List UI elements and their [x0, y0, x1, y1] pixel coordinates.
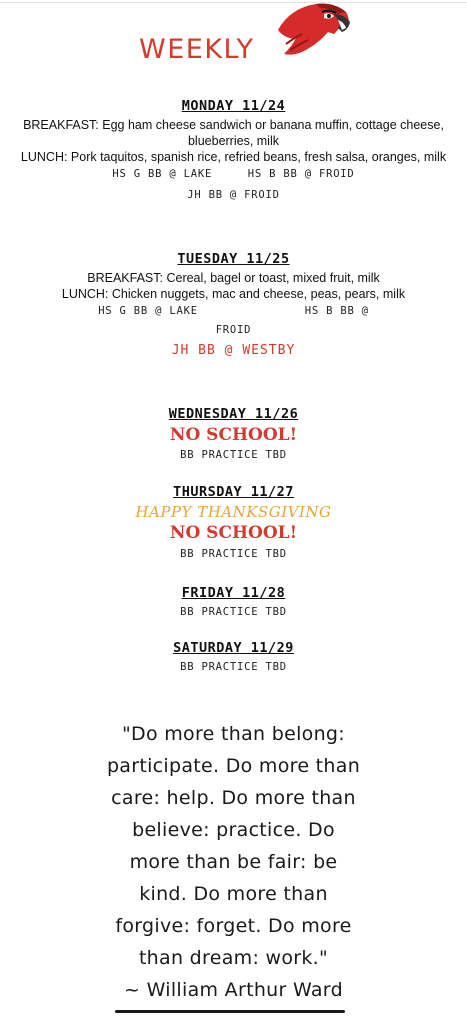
event-line: JH BB @ FROID: [187, 189, 280, 201]
event-line: HS G BB @ LAKE HS B BB @ FROID: [112, 168, 355, 180]
quote-block: [0, 718, 467, 1006]
quote-line: believe: practice. Do: [132, 819, 335, 841]
day-title: TUESDAY 11/25: [177, 251, 290, 267]
lunch-menu: LUNCH: Chicken nuggets, mac and cheese, peas, pears, milk: [61, 287, 406, 301]
header: [0, 0, 467, 80]
quote-attribution: ~ William Arthur Ward: [124, 979, 343, 1001]
lunch-menu: LUNCH: Pork taquitos, spanish rice, refried beans, fresh salsa, oranges, milk: [20, 150, 447, 164]
home-indicator[interactable]: [115, 1010, 345, 1013]
day-saturday: [0, 640, 467, 676]
quote-line: participate. Do more than: [106, 755, 361, 777]
breakfast-menu: BREAKFAST: Egg ham cheese sandwich or banana muffin, cottage cheese, blueberries, milk: [23, 118, 444, 148]
no-school-notice: NO SCHOOL!: [169, 425, 298, 445]
no-school-notice: NO SCHOOL!: [169, 523, 298, 543]
event-highlight: JH BB @ WESTBY: [171, 343, 296, 358]
day-title: MONDAY 11/24: [181, 98, 286, 114]
holiday-label: HAPPY THANKSGIVING: [135, 503, 332, 521]
day-title: THURSDAY 11/27: [173, 484, 294, 500]
quote-line: "Do more than belong:: [122, 723, 345, 745]
event-line: BB PRACTICE TBD: [180, 449, 287, 461]
quote-line: kind. Do more than: [139, 883, 328, 905]
day-friday: [0, 585, 467, 621]
day-title: WEDNESDAY 11/26: [168, 406, 299, 422]
day-title: SATURDAY 11/29: [173, 640, 294, 656]
day-tuesday: [0, 251, 467, 361]
quote-line: care: help. Do more than: [111, 787, 356, 809]
quote-line: more than be fair: be: [129, 851, 338, 873]
day-wednesday: [0, 406, 467, 464]
quote-line: than dream: work.": [138, 947, 329, 969]
day-title: FRIDAY 11/28: [181, 585, 286, 601]
breakfast-menu: BREAKFAST: Cereal, bagel or toast, mixed fruit, milk: [87, 271, 380, 285]
event-line: BB PRACTICE TBD: [180, 548, 287, 560]
hawk-mascot-logo: [272, 0, 352, 60]
event-line: BB PRACTICE TBD: [180, 661, 287, 673]
event-line: BB PRACTICE TBD: [180, 606, 287, 618]
page-title: WEEKLY: [139, 34, 255, 65]
day-thursday: [0, 484, 467, 563]
event-line: HS G BB @ LAKE HS B BB @: [98, 305, 369, 317]
day-monday: [0, 98, 467, 204]
event-line: FROID: [215, 324, 252, 336]
quote-line: forgive: forget. Do more: [115, 915, 352, 937]
